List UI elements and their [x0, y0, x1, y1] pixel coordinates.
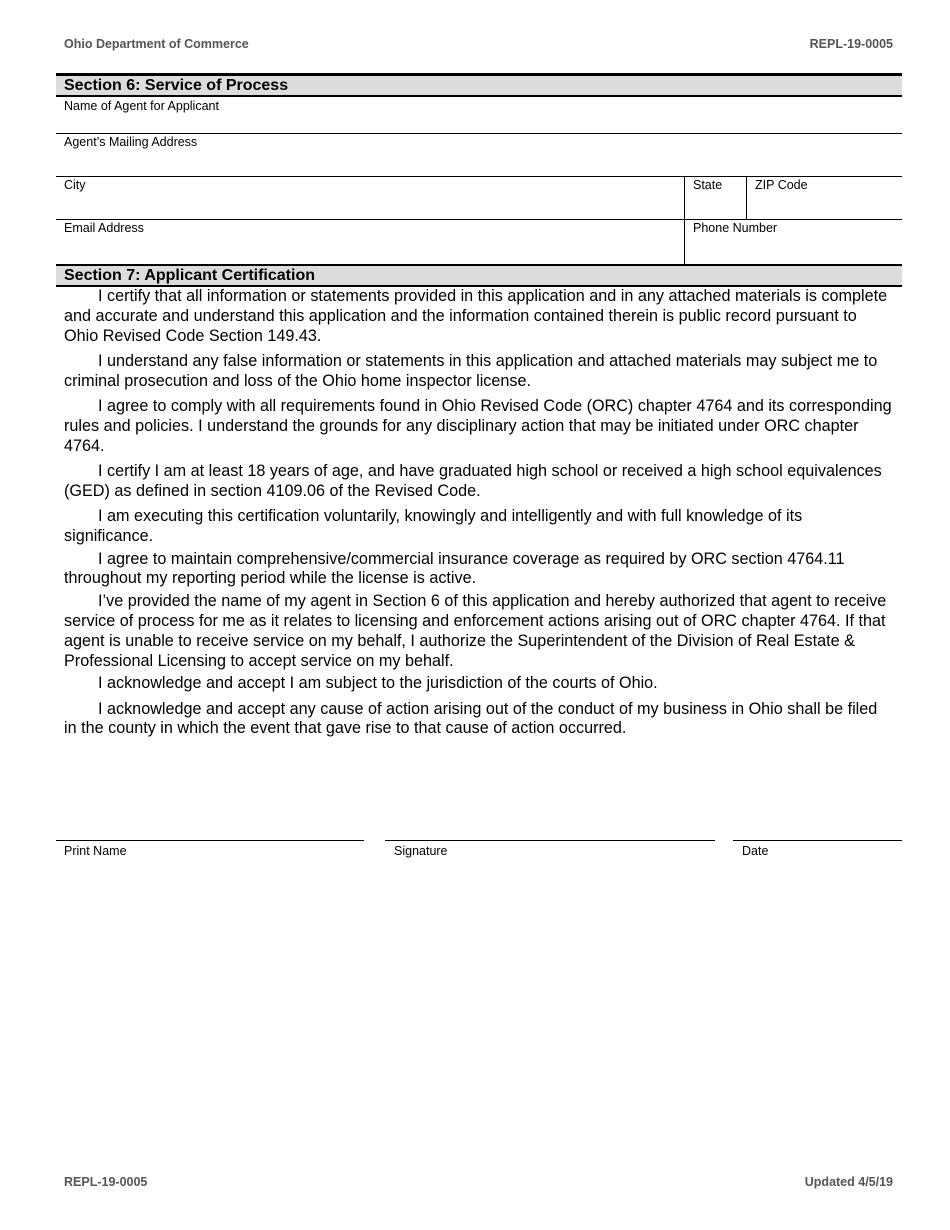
zip-field[interactable] [747, 176, 902, 219]
divider [684, 176, 685, 264]
mailing-address-label: Agent’s Mailing Address [64, 135, 198, 149]
certification-paragraph: I acknowledge and accept I am subject to the jurisdiction of the courts of Ohio. [98, 674, 658, 693]
email-field[interactable] [56, 219, 685, 264]
state-label: State [693, 178, 723, 192]
phone-field[interactable] [685, 219, 902, 264]
signature-line[interactable] [385, 840, 715, 841]
zip-label: ZIP Code [755, 178, 808, 192]
form-id-header: REPL-19-0005 [809, 37, 893, 51]
date-label: Date [742, 844, 769, 858]
phone-label: Phone Number [693, 221, 778, 235]
section-6-title: Section 6: Service of Process [56, 73, 902, 97]
email-label: Email Address [64, 221, 144, 235]
date-line[interactable] [733, 840, 902, 841]
certification-paragraph: I certify I am at least 18 years of age, and have graduated high school or received a high school equivalences (GED) as defined in section 4109.06 of the Revised Code. [64, 461, 882, 500]
agent-name-label: Name of Agent for Applicant [64, 99, 219, 113]
city-field[interactable] [56, 176, 685, 219]
certification-paragraph: I am executing this certification voluntarily, knowingly and intelligently and with full knowledge of its significance. [64, 506, 803, 545]
mailing-address-field[interactable] [56, 133, 902, 176]
service-of-process-form [56, 97, 902, 264]
certification-text [64, 287, 894, 745]
agent-name-field[interactable] [56, 97, 902, 133]
section-7-title: Section 7: Applicant Certification [56, 264, 902, 287]
state-field[interactable] [685, 176, 747, 219]
certification-paragraph: I agree to maintain comprehensive/commercial insurance coverage as required by ORC section 4764.11 throughout my reporting period while the license is active. [64, 549, 845, 588]
certification-paragraph: I acknowledge and accept any cause of action arising out of the conduct of my business in Ohio shall be filed in the county in which the event that gave rise to that cause of action occurred. [64, 699, 878, 738]
divider [746, 176, 747, 219]
certification-paragraph: I’ve provided the name of my agent in Section 6 of this application and hereby authorized that agent to receive service of process for me as it relates to licensing and enforcement actions arising out of ORC chapter 4764. If that agent is unable to receive service on my behalf, I authorize the Superintendent of the Division of Real Estate & Professional Licensing to accept service on my behalf. [64, 592, 887, 670]
certification-paragraph: I understand any false information or statements in this application and attached materials may subject me to criminal prosecution and loss of the Ohio home inspector license. [64, 351, 878, 390]
signature-label: Signature [394, 844, 448, 858]
updated-date: Updated 4/5/19 [804, 1175, 893, 1189]
print-name-line[interactable] [56, 840, 364, 841]
certification-paragraph: I agree to comply with all requirements found in Ohio Revised Code (ORC) chapter 4764 and its corresponding rules and policies. I understand the grounds for any disciplinary action that may be initiated under ORC chapter 4764. [64, 396, 892, 455]
print-name-label: Print Name [64, 844, 127, 858]
certification-paragraph: I certify that all information or statements provided in this application and in any attached materials is complete and accurate and understand this application and the information contained therein is public record pursuant to Ohio Revised Code Section 149.43. [64, 287, 888, 345]
city-label: City [64, 178, 86, 192]
form-id-footer: REPL-19-0005 [64, 1175, 148, 1189]
agency-name: Ohio Department of Commerce [64, 37, 249, 51]
